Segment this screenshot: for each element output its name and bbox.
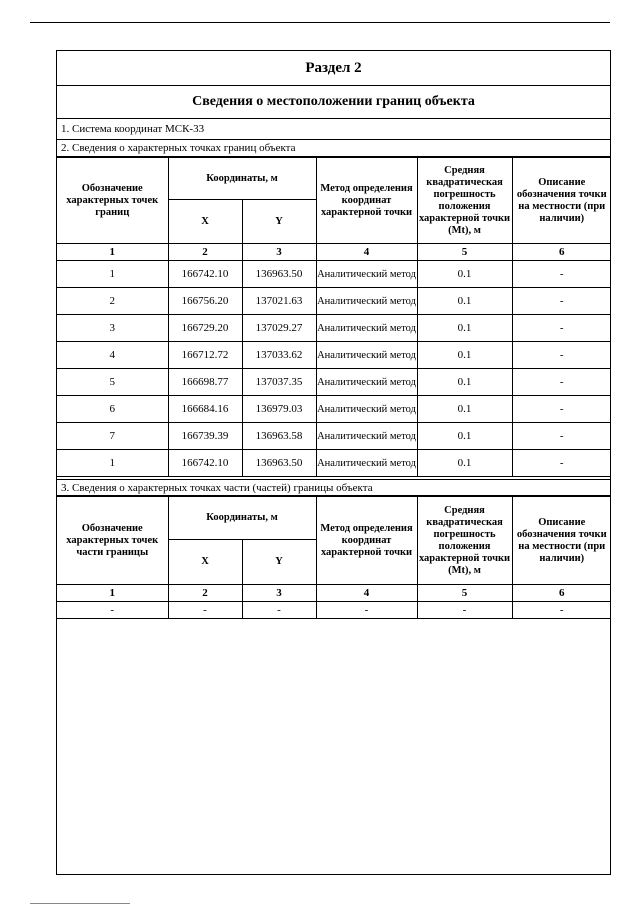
coord-x: 166698.77 (168, 369, 242, 396)
bottom-rule (30, 903, 130, 904)
point-number: 6 (57, 396, 168, 423)
column-number-row (57, 244, 611, 261)
header-error: Средняя квадратическая погрешность положения характерной точки (Mt), м (417, 497, 512, 585)
coord-y: 137037.35 (242, 369, 316, 396)
col-number: 4 (316, 244, 417, 261)
coord-x: 166739.39 (168, 423, 242, 450)
header-designation: Обозначение характерных точек границ (57, 158, 168, 244)
method: Аналитический метод (316, 315, 417, 342)
point-number: 5 (57, 369, 168, 396)
part-points-table (57, 496, 611, 619)
col-number: 4 (316, 585, 417, 602)
document-frame (56, 50, 611, 875)
header-method: Метод определения координат характерной точки (316, 158, 417, 244)
col-number: 2 (168, 244, 242, 261)
method: Аналитический метод (316, 369, 417, 396)
coord-x: 166712.72 (168, 342, 242, 369)
header-designation: Обозначение характерных точек части границы (57, 497, 168, 585)
header-method: Метод определения координат характерной точки (316, 497, 417, 585)
table-row (57, 450, 611, 477)
coord-y: 136963.50 (242, 450, 316, 477)
col-number: 3 (242, 585, 316, 602)
coord-y: 136979.03 (242, 396, 316, 423)
description: - (512, 423, 611, 450)
coord-x: 166729.20 (168, 315, 242, 342)
method: Аналитический метод (316, 423, 417, 450)
col-number: 6 (512, 585, 611, 602)
table-row (57, 602, 611, 619)
boundary-points-table (57, 157, 611, 477)
point-number: 2 (57, 288, 168, 315)
mt-error: 0.1 (417, 288, 512, 315)
col-number: 5 (417, 585, 512, 602)
coord-y: - (242, 602, 316, 619)
header-x: X (168, 540, 242, 585)
mt-error: 0.1 (417, 342, 512, 369)
coord-x: 166684.16 (168, 396, 242, 423)
coord-x: 166756.20 (168, 288, 242, 315)
description: - (512, 602, 611, 619)
method: Аналитический метод (316, 261, 417, 288)
method: Аналитический метод (316, 288, 417, 315)
coord-system: 1. Система координат МСК-33 (57, 119, 610, 140)
method: Аналитический метод (316, 396, 417, 423)
table-row (57, 396, 611, 423)
part2-heading: 2. Сведения о характерных точках границ объекта (57, 140, 610, 157)
description: - (512, 261, 611, 288)
table-row (57, 423, 611, 450)
description: - (512, 315, 611, 342)
coord-y: 137033.62 (242, 342, 316, 369)
description: - (512, 288, 611, 315)
mt-error: 0.1 (417, 450, 512, 477)
col-number: 1 (57, 244, 168, 261)
description: - (512, 396, 611, 423)
method: Аналитический метод (316, 450, 417, 477)
col-number: 6 (512, 244, 611, 261)
point-number: 1 (57, 450, 168, 477)
col-number: 1 (57, 585, 168, 602)
mt-error: - (417, 602, 512, 619)
point-number: 3 (57, 315, 168, 342)
header-error: Средняя квадратическая погрешность положения характерной точки (Mt), м (417, 158, 512, 244)
coord-x: 166742.10 (168, 261, 242, 288)
top-rule (30, 22, 610, 23)
mt-error: 0.1 (417, 315, 512, 342)
header-y: Y (242, 200, 316, 244)
mt-error: 0.1 (417, 261, 512, 288)
header-y: Y (242, 540, 316, 585)
part3-heading: 3. Сведения о характерных точках части (частей) границы объекта (57, 479, 610, 496)
description: - (512, 342, 611, 369)
mt-error: 0.1 (417, 369, 512, 396)
header-x: X (168, 200, 242, 244)
header-coords: Координаты, м (168, 497, 316, 540)
col-number: 3 (242, 244, 316, 261)
column-number-row (57, 585, 611, 602)
point-number: - (57, 602, 168, 619)
col-number: 5 (417, 244, 512, 261)
table-row (57, 288, 611, 315)
doc-title: Сведения о местоположении границ объекта (57, 86, 610, 119)
section-title: Раздел 2 (57, 51, 610, 86)
coord-y: 136963.58 (242, 423, 316, 450)
coord-y: 137029.27 (242, 315, 316, 342)
header-coords: Координаты, м (168, 158, 316, 200)
header-description: Описание обозначения точки на местности (при наличии) (512, 158, 611, 244)
description: - (512, 450, 611, 477)
table-row (57, 315, 611, 342)
table-row (57, 369, 611, 396)
mt-error: 0.1 (417, 423, 512, 450)
point-number: 1 (57, 261, 168, 288)
table-row (57, 342, 611, 369)
coord-x: 166742.10 (168, 450, 242, 477)
point-number: 7 (57, 423, 168, 450)
coord-x: - (168, 602, 242, 619)
coord-y: 136963.50 (242, 261, 316, 288)
point-number: 4 (57, 342, 168, 369)
table-row (57, 261, 611, 288)
mt-error: 0.1 (417, 396, 512, 423)
method: Аналитический метод (316, 342, 417, 369)
header-description: Описание обозначения точки на местности (при наличии) (512, 497, 611, 585)
method: - (316, 602, 417, 619)
col-number: 2 (168, 585, 242, 602)
description: - (512, 369, 611, 396)
coord-y: 137021.63 (242, 288, 316, 315)
